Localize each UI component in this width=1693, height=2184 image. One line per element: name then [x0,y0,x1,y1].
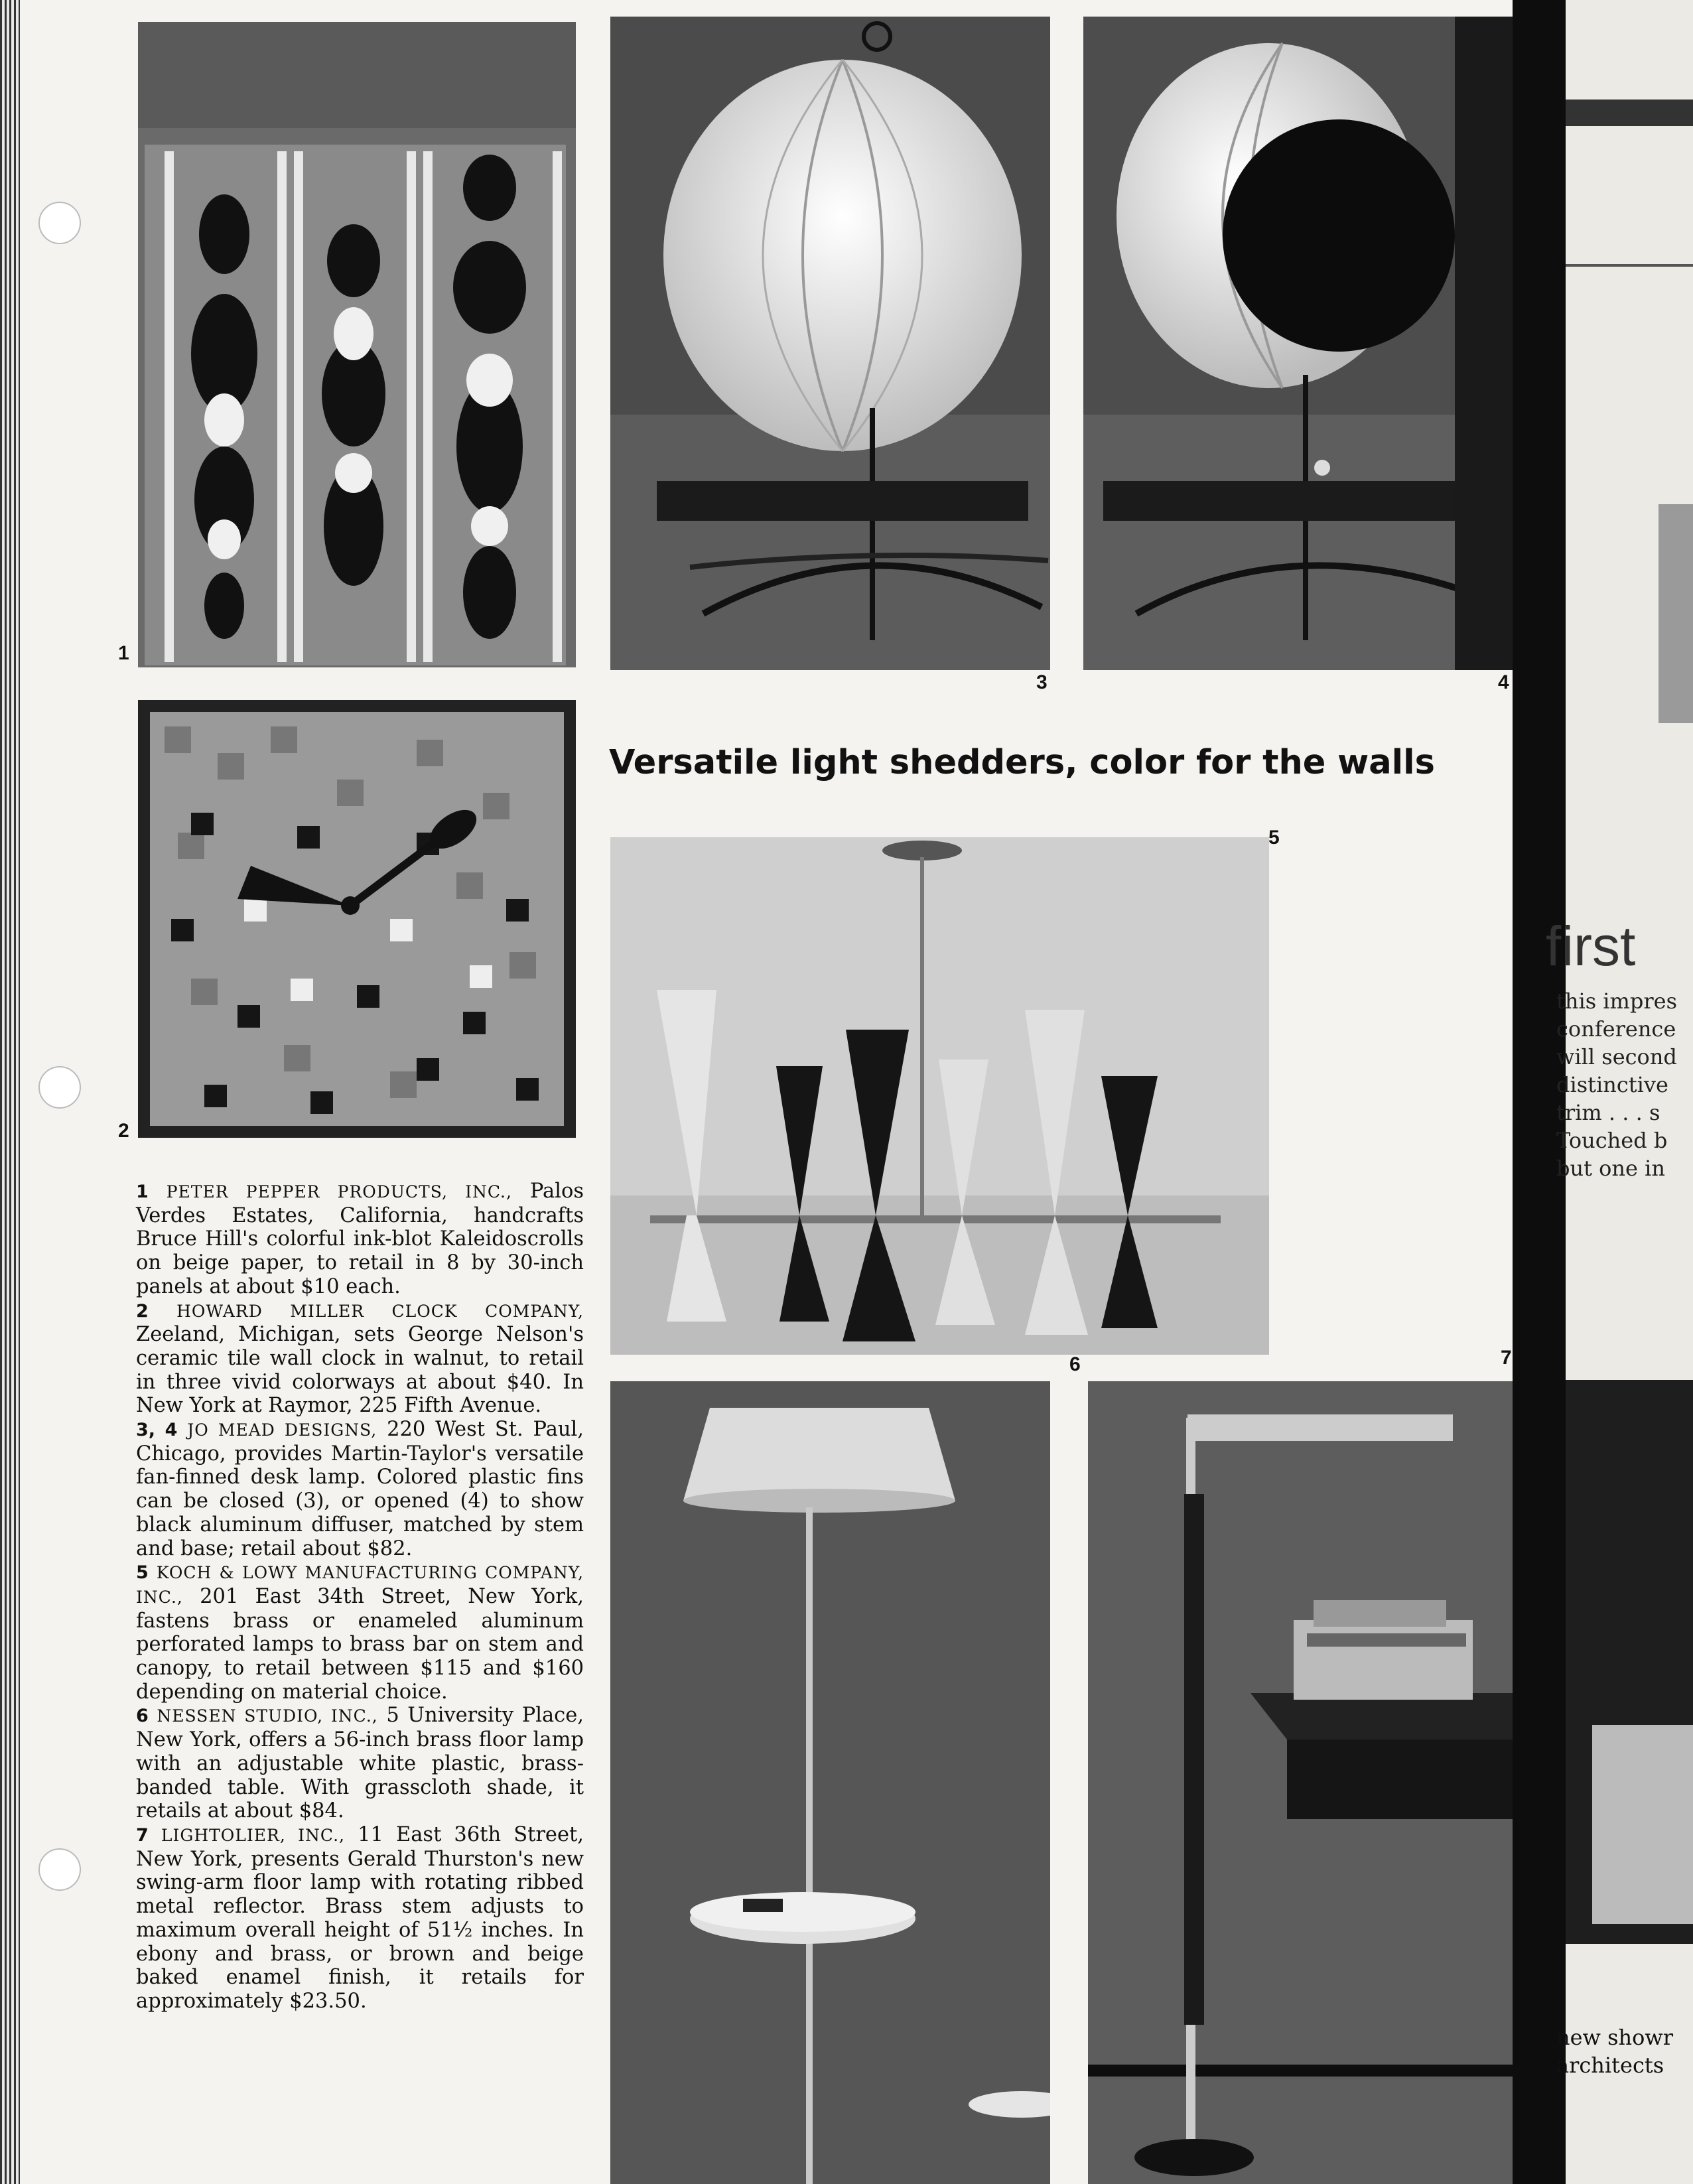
photo-floor-lamp-with-table [610,1381,1050,2184]
caption-item: 1 PETER PEPPER PRODUCTS, INC., Palos Verdes Estates, California, handcrafts Bruce Hill's colorful ink-blot Kaleidoscrolls on beige paper, to retail in 8 by 30-inch panels at about $10 each. [136,1180,584,1298]
punch-hole [38,1066,81,1109]
caption-item: 2 HOWARD MILLER CLOCK COMPANY, Zeeland, Michigan, sets George Nelson's ceramic tile wall clock in walnut, to retail in three vivid colorways at about $40. In New York at Raymor, 225 Fifth Avenue. [136,1300,584,1418]
adjacent-page-heading: first [1546,915,1636,977]
photo-tile-wall-clock [138,700,576,1138]
photo-perforated-hanging-lamp [610,837,1269,1355]
caption-item: 3, 4 JO MEAD DESIGNS, 220 West St. Paul, Chicago, provides Martin-Taylor's versatile fan-finned desk lamp. Colored plastic fins can be closed (3), or opened (4) to show black aluminum diffuser, matched by stem and base; retail about $82. [136,1418,584,1560]
photo-desk-lamp-closed [610,17,1050,670]
page-headline: Versatile light shedders, color for the walls [609,743,1435,782]
photo-kaleidoscroll-panels [138,22,576,667]
caption-item: 7 LIGHTOLIER, INC., 11 East 36th Street, New York, presents Gerald Thurston's new swing-arm floor lamp with rotating ribbed metal reflector. Brass stem adjusts to maximum overall height of 51½ inches. In ebony and brass, or brown and beige baked enamel finish, it retails for approximately $23.50. [136,1822,584,2013]
adjacent-page-text: this impres conference will second distinctive trim . . . s Touched b but one in [1556,989,1678,1181]
photo-swing-arm-floor-lamp [1088,1381,1513,2184]
figure-number: 1 [118,642,129,664]
figure-number: 3 [1036,671,1048,693]
figure-number: 6 [1069,1353,1081,1375]
adjacent-page-bottom-text: new showr architects [1556,2025,1674,2078]
caption-item: 5 KOCH & LOWY MANUFACTURING COMPANY, INC., 201 East 34th Street, New York, fastens brass or enameled aluminum perforated lamps to brass bar on stem and canopy, to retail between $115 and $160 depending on material choice. [136,1562,584,1704]
punch-hole [38,1848,81,1891]
binding-edge [0,0,20,2184]
photo-desk-lamp-opened [1083,17,1513,670]
caption-block [136,1180,584,2013]
figure-number: 2 [118,1120,129,1142]
punch-hole [38,202,81,244]
figure-number: 5 [1268,827,1280,849]
figure-number: 4 [1498,671,1509,693]
caption-item: 6 NESSEN STUDIO, INC., 5 University Place, New York, offers a 56-inch brass floor lamp with an adjustable white plastic, brass-banded table. With grasscloth shade, it retails at about $84. [136,1704,584,1823]
figure-number: 7 [1501,1347,1512,1369]
